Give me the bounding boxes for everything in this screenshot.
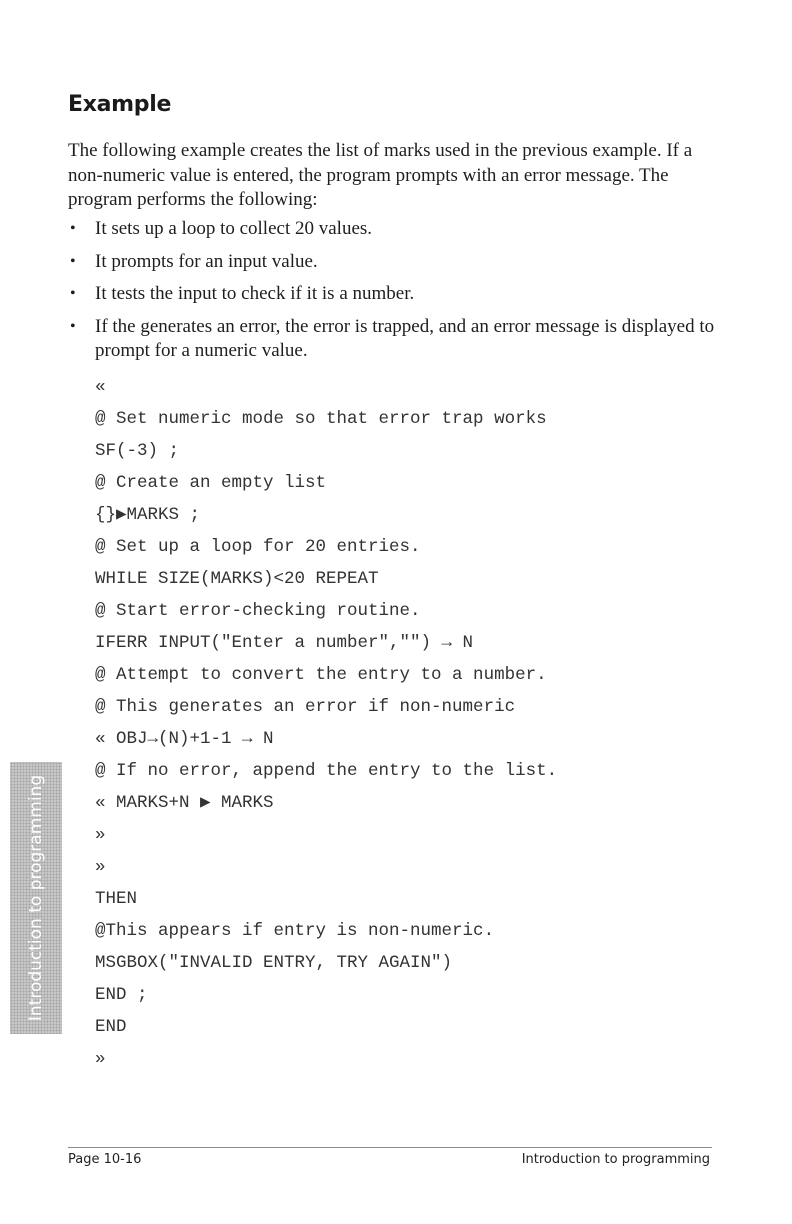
bullet-icon: • (70, 220, 76, 237)
code-line: MSGBOX("INVALID ENTRY, TRY AGAIN") (95, 953, 453, 973)
steps-list (68, 217, 718, 372)
code-listing (95, 371, 715, 1075)
list-item-text: If the generates an error, the error is trapped, and an error message is displayed to prompt for a numeric value. (95, 315, 715, 361)
code-line: @ Set numeric mode so that error trap works (95, 409, 547, 429)
code-line: @This appears if entry is non-numeric. (95, 921, 495, 941)
code-line: « MARKS+N ▶ MARKS (95, 793, 274, 813)
code-line: WHILE SIZE(MARKS)<20 REPEAT (95, 569, 379, 589)
list-item (68, 250, 718, 275)
list-item-text: It tests the input to check if it is a number. (95, 283, 415, 304)
code-line: {}▶MARKS ; (95, 505, 201, 525)
code-line: » (95, 1049, 106, 1069)
intro-paragraph: The following example creates the list of marks used in the previous example. If a non-numeric value is entered, the program prompts with an error message. The program performs the following: (68, 140, 693, 210)
code-line: @ This generates an error if non-numeric (95, 697, 516, 717)
code-line: @ Attempt to convert the entry to a number. (95, 665, 547, 685)
footer-section-title: Introduction to programming (521, 1152, 710, 1167)
list-item-text: It prompts for an input value. (95, 250, 318, 272)
list-item (68, 217, 718, 242)
chapter-side-tab (10, 762, 62, 1034)
list-item (68, 282, 718, 307)
code-line: « (95, 377, 106, 397)
footer-divider (68, 1147, 712, 1148)
code-line: @ If no error, append the entry to the list. (95, 761, 558, 781)
bullet-icon: • (70, 285, 76, 302)
page-number: Page 10-16 (68, 1152, 142, 1167)
code-line: IFERR INPUT("Enter a number","") → N (95, 633, 474, 653)
bullet-icon: • (70, 317, 76, 335)
code-line: @ Start error-checking routine. (95, 601, 421, 621)
section-heading: Example (68, 92, 172, 117)
code-line: @ Set up a loop for 20 entries. (95, 537, 421, 557)
code-line: » (95, 825, 106, 845)
chapter-side-tab-label: Introduction to programming (26, 774, 46, 1022)
code-line: END (95, 1017, 127, 1037)
bullet-icon: • (70, 252, 76, 270)
list-item (68, 315, 718, 364)
code-line: SF(-3) ; (95, 441, 180, 461)
code-line: « OBJ→(N)+1-1 → N (95, 729, 274, 749)
list-item-text: It sets up a loop to collect 20 values. (95, 218, 373, 239)
code-line: THEN (95, 889, 138, 909)
code-line: @ Create an empty list (95, 473, 327, 493)
code-line: END ; (95, 985, 148, 1005)
code-line: » (95, 857, 106, 877)
